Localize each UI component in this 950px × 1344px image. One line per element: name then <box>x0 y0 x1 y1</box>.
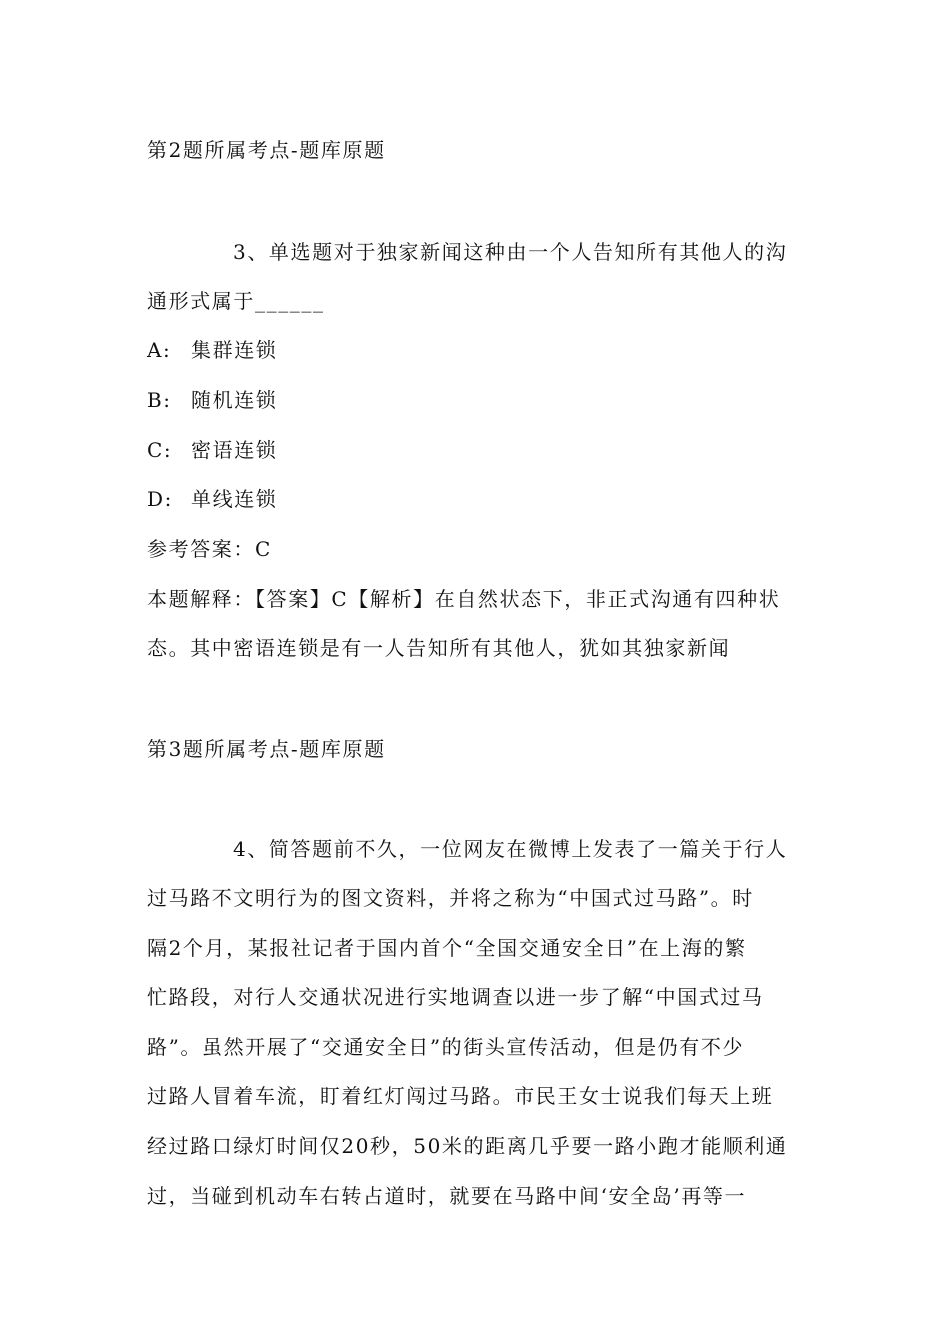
option-c-text: 密语连锁 <box>191 438 278 462</box>
question-3-line-2: 通形式属于______ <box>147 289 325 313</box>
section-3-label: 第3题所属考点-题库原题 <box>147 737 386 761</box>
question-3-line-1: 3、单选题对于独家新闻这种由一个人告知所有其他人的沟 <box>233 240 788 264</box>
question-4-line-8: 过，当碰到机动车右转占道时，就要在马路中间‘安全岛’再等一 <box>147 1184 747 1208</box>
answer-line: 参考答案：C <box>147 537 272 561</box>
question-4-line-3: 隔2个月，某报社记者于国内首个“全国交通安全日”在上海的繁 <box>147 936 747 960</box>
option-d-text: 单线连锁 <box>191 487 278 511</box>
question-4-line-2: 过马路不文明行为的图文资料，并将之称为“中国式过马路”。时 <box>147 886 754 910</box>
explanation-line-2: 态。其中密语连锁是有一人告知所有其他人，犹如其独家新闻 <box>147 636 731 660</box>
question-4-line-5: 路”。虽然开展了“交通安全日”的街头宣传活动，但是仍有不少 <box>147 1035 745 1059</box>
option-d-letter: D: <box>147 487 173 511</box>
question-4-line-6: 过路人冒着车流，盯着红灯闯过马路。市民王女士说我们每天上班 <box>147 1084 774 1108</box>
option-c-letter: C: <box>147 438 173 462</box>
option-b-letter: B: <box>147 388 172 412</box>
option-a-text: 集群连锁 <box>191 338 278 362</box>
section-2-label: 第2题所属考点-题库原题 <box>147 138 386 162</box>
question-4-line-4: 忙路段，对行人交通状况进行实地调查以进一步了解“中国式过马 <box>147 985 764 1009</box>
question-4-line-1: 4、简答题前不久，一位网友在微博上发表了一篇关于行人 <box>233 837 788 861</box>
option-b <box>147 386 277 414</box>
option-c <box>147 436 277 464</box>
option-a <box>147 336 277 364</box>
option-d <box>147 485 277 513</box>
question-4-line-7: 经过路口绿灯时间仅20秒，50米的距离几乎要一路小跑才能顺利通 <box>147 1134 788 1158</box>
explanation-line-1: 本题解释：【答案】C【解析】在自然状态下，非正式沟通有四种状 <box>147 587 781 611</box>
option-b-text: 随机连锁 <box>191 388 278 412</box>
option-a-letter: A: <box>147 338 172 362</box>
